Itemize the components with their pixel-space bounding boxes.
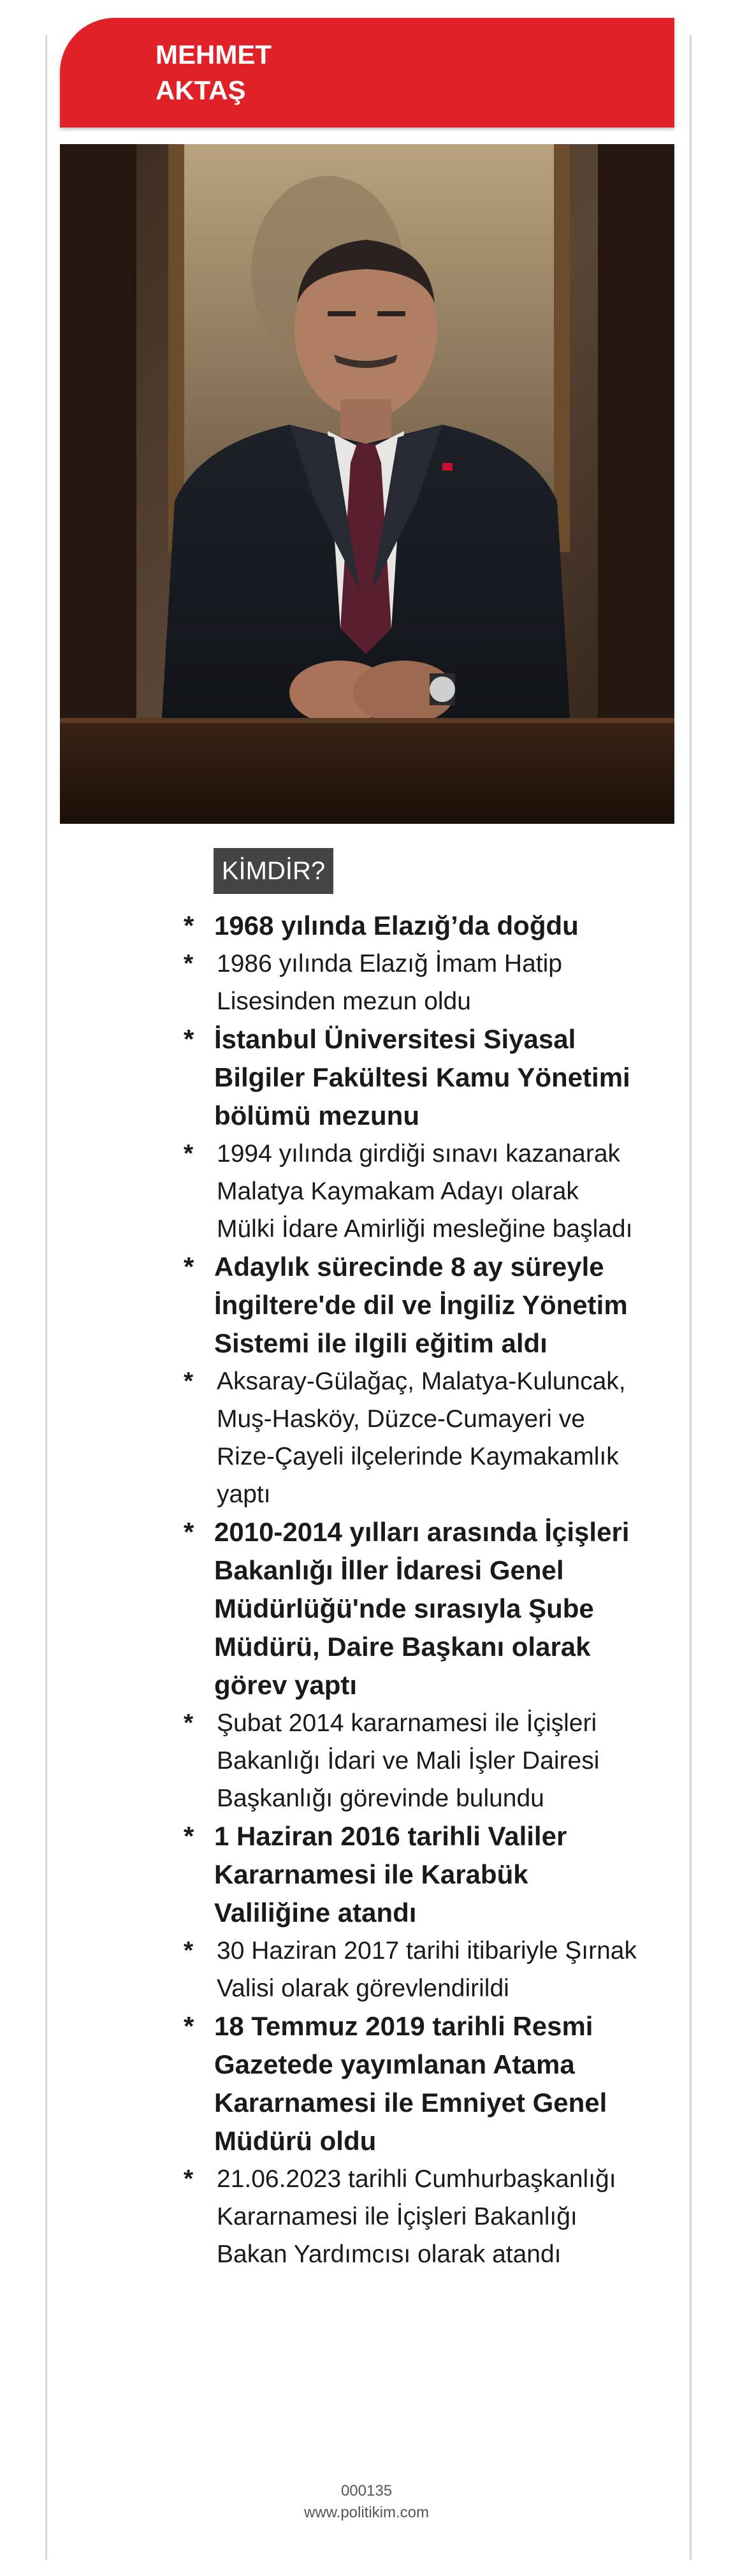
bio-item xyxy=(178,2160,637,2273)
bio-item-text: 2010-2014 yılları arasında İçişleri Bakanlığı İller İdaresi Genel Müdürlüğü'nde sırasıyla Şube Müdürü, Daire Başkanı olarak görev yaptı xyxy=(214,1517,630,1700)
bullet-star-icon: * xyxy=(184,1252,194,1282)
bullet-star-icon: * xyxy=(184,1368,194,1395)
bio-item-text: 21.06.2023 tarihli Cumhurbaşkanlığı Kararnamesi ile İçişleri Bakanlığı Bakan Yardımcısı olarak atandı xyxy=(217,2165,616,2268)
bullet-star-icon: * xyxy=(184,2011,194,2041)
bio-item-text: 1986 yılında Elazığ İmam Hatip Lisesinden mezun oldu xyxy=(217,950,562,1015)
bullet-star-icon: * xyxy=(184,2165,194,2193)
bullet-star-icon: * xyxy=(184,911,194,940)
bio-item xyxy=(178,1020,637,1135)
bio-item xyxy=(178,1363,637,1513)
bio-item-text: 18 Temmuz 2019 tarihli Resmi Gazetede yayımlanan Atama Kararnamesi ile Emniyet Genel Müdürü oldu xyxy=(214,2011,607,2156)
bio-item-text: 1 Haziran 2016 tarihli Valiler Kararnamesi ile Karabük Valiliğine atandı xyxy=(214,1821,567,1928)
bio-item-text: Aksaray-Gülağaç, Malatya-Kuluncak, Muş-Hasköy, Düzce-Cumayeri ve Rize-Çayeli ilçelerinde Kaymakamlık yaptı xyxy=(217,1368,626,1508)
bio-item xyxy=(178,2007,637,2160)
bullet-star-icon: * xyxy=(184,1140,194,1167)
bio-item xyxy=(178,1513,637,1704)
person-name xyxy=(156,37,272,108)
bio-item xyxy=(178,945,637,1020)
bullet-star-icon: * xyxy=(184,1517,194,1547)
bio-item-text: Adaylık sürecinde 8 ay süreyle İngiltere'de dil ve İngiliz Yönetim Sistemi ile ilgili eğitim aldı xyxy=(214,1252,628,1358)
bullet-star-icon: * xyxy=(184,1024,194,1054)
bullet-star-icon: * xyxy=(184,950,194,977)
bio-item xyxy=(178,1135,637,1248)
bio-item xyxy=(178,1817,637,1932)
bio-item-text: İstanbul Üniversitesi Siyasal Bilgiler Fakültesi Kamu Yönetimi bölümü mezunu xyxy=(214,1024,630,1131)
bio-item-text: Şubat 2014 kararnamesi ile İçişleri Bakanlığı İdari ve Mali İşler Dairesi Başkanlığı görevinde bulundu xyxy=(217,1709,600,1812)
name-line-last: AKTAŞ xyxy=(156,75,246,105)
bio-item xyxy=(178,1704,637,1817)
bio-item xyxy=(178,1248,637,1363)
bio-item xyxy=(178,1932,637,2007)
bio-list xyxy=(178,907,637,2273)
bio-item-text: 30 Haziran 2017 tarihi itibariyle Şırnak Valisi olarak görevlendirildi xyxy=(217,1937,637,2002)
section-badge: KİMDİR? xyxy=(214,848,333,894)
footer-code: 000135 xyxy=(340,2482,393,2499)
header-banner xyxy=(60,18,674,128)
portrait-photo xyxy=(60,144,674,824)
bullet-star-icon: * xyxy=(184,1937,194,1965)
bio-item-text: 1968 yılında Elazığ’da doğdu xyxy=(214,911,579,940)
bullet-star-icon: * xyxy=(184,1821,194,1851)
bio-item xyxy=(178,907,637,945)
name-line-first: MEHMET xyxy=(156,40,272,70)
footer-site: www.politikim.com xyxy=(303,2504,430,2521)
bio-item-text: 1994 yılında girdiği sınavı kazanarak Malatya Kaymakam Adayı olarak Mülki İdare Amirliği mesleğine başladı xyxy=(217,1140,633,1243)
footer xyxy=(0,2480,733,2524)
bullet-star-icon: * xyxy=(184,1709,194,1737)
